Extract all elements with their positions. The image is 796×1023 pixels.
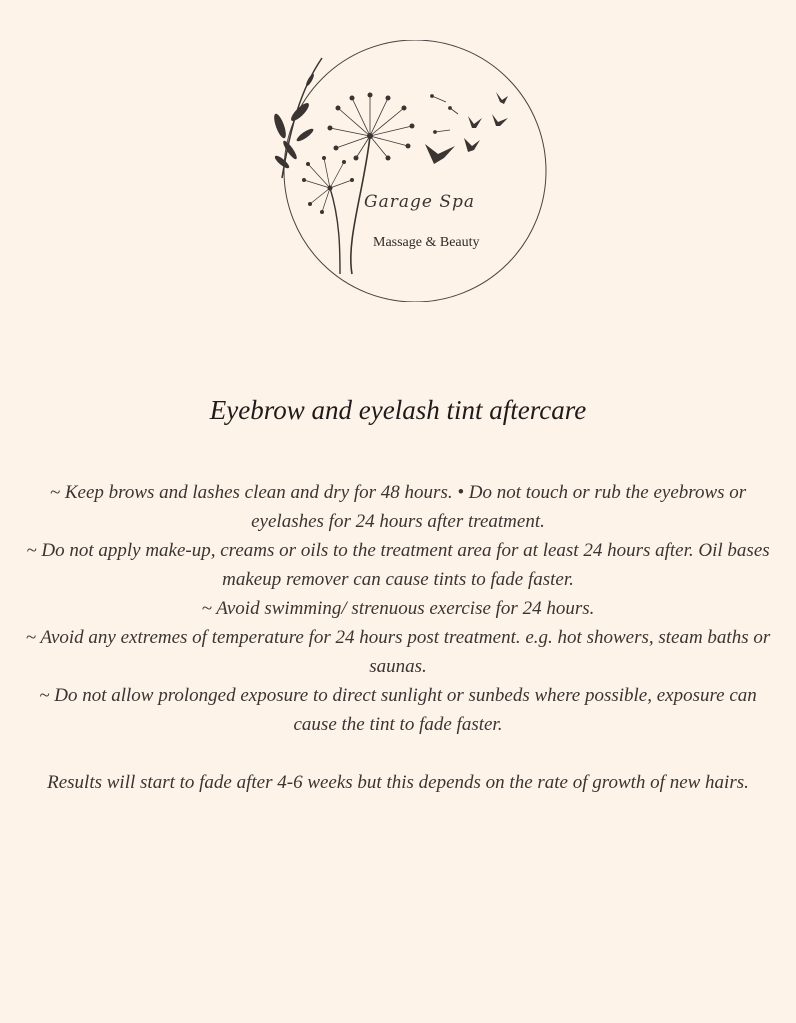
instruction-item: ~ Avoid swimming/ strenuous exercise for 24 hours. bbox=[201, 598, 595, 619]
results-note: Results will start to fade after 4-6 weeks but this depends on the rate of growth of new hairs. bbox=[47, 772, 749, 793]
instruction-item: ~ Do not apply make-up, creams or oils to the treatment area for at least 24 hours after. Oil bases makeup remover can cause tints to fade faster. bbox=[26, 540, 770, 590]
instruction-item: ~ Do not allow prolonged exposure to direct sunlight or sunbeds where possible, exposure can cause the tint to fade faster. bbox=[39, 685, 757, 735]
dandelion-birds-illustration bbox=[260, 40, 550, 302]
page-title: Eyebrow and eyelash tint aftercare bbox=[209, 395, 587, 425]
aftercare-instructions bbox=[22, 478, 774, 797]
spacer bbox=[22, 739, 774, 768]
spa-logo bbox=[260, 40, 550, 302]
brand-name: Garage Spa bbox=[364, 192, 475, 212]
brand-tagline: Massage & Beauty bbox=[373, 235, 480, 250]
instruction-item: ~ Avoid any extremes of temperature for 24 hours post treatment. e.g. hot showers, steam baths or saunas. bbox=[25, 627, 771, 677]
instruction-item: ~ Keep brows and lashes clean and dry for 48 hours. • Do not touch or rub the eyebrows or eyelashes for 24 hours after treatment. bbox=[49, 482, 747, 532]
